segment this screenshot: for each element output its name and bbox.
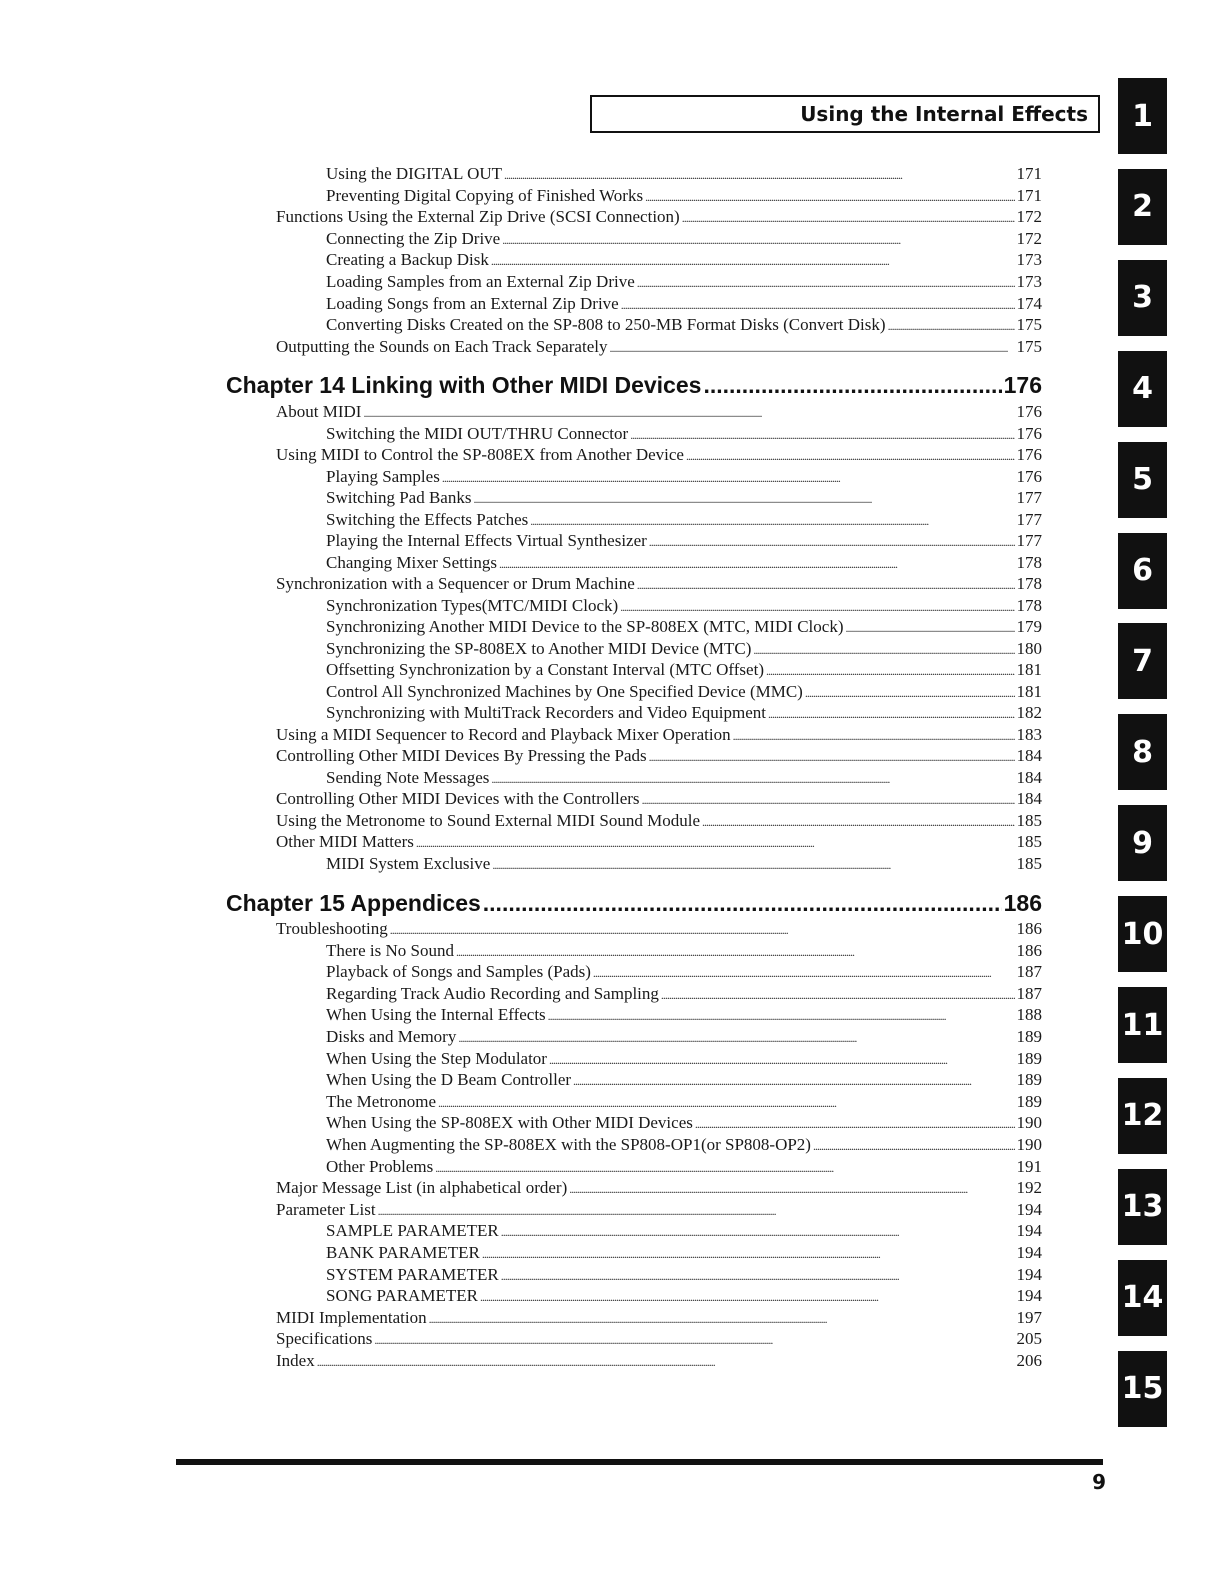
toc-entry-label: Playing the Internal Effects Virtual Synthesizer — [326, 531, 647, 550]
toc-entry-label: There is No Sound — [326, 940, 454, 960]
footer-rule — [176, 1459, 1103, 1465]
toc-entry-page: 185 — [1016, 810, 1042, 830]
toc-entry-label: SYSTEM PARAMETER — [326, 1264, 499, 1284]
toc-entry-label: When Using the SP-808EX with Other MIDI Devices — [326, 1113, 693, 1133]
chapter-tab-15[interactable]: 15 — [1118, 1351, 1167, 1427]
toc-entry[interactable] — [326, 638, 1042, 660]
toc-entry-label: Playing Samples — [326, 466, 440, 486]
toc-entry[interactable] — [326, 1091, 1042, 1113]
toc-entry-label: Preventing Digital Copying of Finished Works — [326, 185, 644, 205]
toc-entry[interactable] — [326, 983, 1042, 1005]
toc-entry-page: 184 — [1016, 767, 1042, 787]
toc-entry[interactable] — [276, 810, 1042, 832]
toc-entry[interactable] — [276, 401, 1042, 423]
toc-entry[interactable] — [326, 185, 1042, 207]
toc-entry[interactable] — [326, 466, 1042, 488]
toc-entry[interactable] — [276, 444, 1042, 466]
toc-entry-page: 177 — [1016, 488, 1042, 507]
toc-entry-page: 173 — [1016, 272, 1042, 291]
toc-entry-page: 206 — [1016, 1351, 1042, 1370]
toc-entry[interactable] — [276, 336, 1042, 358]
toc-entry-label: Changing Mixer Settings — [326, 552, 497, 572]
toc-entry-label: Offsetting Synchronization by a Constant Interval (MTC Offset) — [326, 660, 764, 679]
toc-entry-page: 189 — [1016, 1070, 1042, 1090]
toc-entry[interactable] — [326, 961, 1042, 983]
toc-entry-label: Troubleshooting — [276, 919, 388, 938]
toc-entry[interactable] — [326, 530, 1042, 552]
toc-entry-page: 173 — [1016, 250, 1042, 270]
chapter-14-page: 176 — [1003, 372, 1042, 398]
toc-entry-page: 178 — [1016, 595, 1042, 615]
toc-entry-label: Synchronizing the SP-808EX to Another MIDI Device (MTC) — [326, 638, 752, 658]
toc-entry[interactable] — [326, 1264, 1042, 1286]
toc-entry-label: Specifications — [276, 1329, 373, 1349]
toc-entry[interactable] — [276, 788, 1042, 810]
toc-entry-label: Synchronization Types(MTC/MIDI Clock) — [326, 595, 619, 615]
toc-entry[interactable] — [326, 423, 1042, 445]
toc-entry-label: Loading Samples from an External Zip Drive — [326, 272, 635, 291]
toc-entry[interactable] — [326, 1285, 1042, 1307]
toc-entry-page: 185 — [1016, 832, 1042, 851]
toc-entry-page: 175 — [1016, 336, 1042, 356]
toc-entry-page: 180 — [1016, 638, 1042, 658]
toc-entry-label: Sending Note Messages — [326, 767, 490, 787]
toc-entry[interactable] — [326, 163, 1042, 185]
toc-entry[interactable] — [276, 745, 1042, 767]
toc-entry-label: When Using the Step Modulator — [326, 1048, 547, 1068]
toc-entry[interactable] — [326, 940, 1042, 962]
toc-entry[interactable] — [276, 206, 1042, 228]
toc-entry-page: 189 — [1016, 1027, 1042, 1046]
toc-entry-page: 192 — [1016, 1178, 1042, 1198]
chapter-14-title: Chapter 14 Linking with Other MIDI Devices — [226, 372, 702, 398]
toc-entry[interactable] — [326, 595, 1042, 617]
toc-entry[interactable] — [276, 573, 1042, 595]
toc-entry[interactable] — [326, 1242, 1042, 1264]
toc-entry-page: 190 — [1016, 1113, 1042, 1133]
toc-entry-label: Converting Disks Created on the SP-808 to 250-MB Format Disks (Convert Disk) — [326, 315, 886, 335]
toc-entry-label: Other MIDI Matters — [276, 832, 414, 851]
chapter-15-page: 186 — [1003, 890, 1042, 916]
toc-entry[interactable] — [326, 249, 1042, 271]
toc-entry-page: 181 — [1016, 681, 1042, 701]
toc-entry-page: 197 — [1016, 1307, 1042, 1327]
toc-entry-label: BANK PARAMETER — [326, 1243, 480, 1262]
chapter-14-heading[interactable] — [226, 370, 1042, 400]
toc-entry[interactable] — [326, 1112, 1042, 1134]
toc-entry-label: Synchronizing Another MIDI Device to the SP-808EX (MTC, MIDI Clock) — [326, 617, 844, 636]
toc-entry-page: 171 — [1016, 164, 1042, 183]
toc-entry-label: Synchronization with a Sequencer or Drum Machine — [276, 574, 635, 593]
toc-entry-page: 194 — [1016, 1199, 1042, 1219]
toc-entry-label: About MIDI — [276, 402, 362, 421]
toc-entry-page: 190 — [1016, 1135, 1042, 1154]
toc-entry-label: Using a MIDI Sequencer to Record and Playback Mixer Operation — [276, 724, 731, 744]
chapter-tab-5[interactable]: 5 — [1118, 442, 1167, 518]
toc-entry-label: Index — [276, 1351, 315, 1370]
toc-entry[interactable] — [326, 552, 1042, 574]
toc-entry-page: 179 — [1016, 617, 1042, 636]
toc-entry-page: 185 — [1016, 853, 1042, 873]
toc-entry[interactable] — [326, 509, 1042, 531]
toc-entry[interactable] — [326, 1156, 1042, 1178]
toc-entry[interactable] — [326, 1026, 1042, 1048]
toc-entry-page: 194 — [1016, 1221, 1042, 1241]
toc-entry[interactable] — [326, 681, 1042, 703]
chapter-tab-10[interactable]: 10 — [1118, 896, 1167, 972]
toc-entry-label: Functions Using the External Zip Drive (SCSI Connection) — [276, 207, 680, 227]
toc-entry-page: 176 — [1016, 445, 1042, 464]
toc-entry[interactable] — [276, 1177, 1042, 1199]
chapter-tab-13[interactable]: 13 — [1118, 1169, 1167, 1245]
toc-entry-page: 183 — [1016, 724, 1042, 744]
toc-entry-label: When Using the D Beam Controller — [326, 1070, 572, 1090]
toc-entry[interactable] — [276, 724, 1042, 746]
toc-entry-page: 184 — [1016, 789, 1042, 808]
toc-entry-label: Creating a Backup Disk — [326, 250, 489, 270]
toc-entry-page: 189 — [1016, 1048, 1042, 1068]
toc-entry-page: 171 — [1016, 185, 1042, 205]
toc-entry-label: Playback of Songs and Samples (Pads) — [326, 962, 591, 982]
toc-entry-label: Disks and Memory — [326, 1027, 457, 1046]
toc-entry[interactable] — [326, 1069, 1042, 1091]
chapter-tab-8[interactable]: 8 — [1118, 714, 1167, 790]
toc-entry-label: Parameter List — [276, 1199, 376, 1219]
chapter-tab-4[interactable]: 4 — [1118, 351, 1167, 427]
toc-entry[interactable] — [326, 293, 1042, 315]
toc-entry-page: 172 — [1016, 228, 1042, 248]
toc-entry[interactable] — [326, 853, 1042, 875]
toc-entry-page: 194 — [1016, 1264, 1042, 1284]
toc-entry[interactable] — [326, 487, 1042, 509]
chapter-tab-12[interactable]: 12 — [1118, 1078, 1167, 1154]
toc-entry[interactable] — [326, 702, 1042, 724]
toc-entry-label: Controlling Other MIDI Devices By Pressing the Pads — [276, 746, 647, 765]
toc-entry-page: 178 — [1016, 574, 1042, 593]
toc-entry-label: Regarding Track Audio Recording and Sampling — [326, 983, 659, 1003]
toc-entry-label: Control All Synchronized Machines by One Specified Device (MMC) — [326, 681, 803, 701]
toc-entry-label: Connecting the Zip Drive — [326, 228, 501, 248]
toc-entry-page: 178 — [1016, 552, 1042, 572]
toc-entry-label: MIDI Implementation — [276, 1307, 427, 1327]
toc-entry-page: 175 — [1016, 315, 1042, 335]
toc-entry-page: 187 — [1016, 983, 1042, 1003]
toc-entry[interactable] — [326, 1048, 1042, 1070]
chapter-tab-2[interactable]: 2 — [1118, 169, 1167, 245]
toc-entry-page: 184 — [1016, 746, 1042, 765]
chapter-tab-1[interactable]: 1 — [1118, 78, 1167, 154]
toc-entry-page: 182 — [1016, 703, 1042, 722]
toc-entry-label: Using the DIGITAL OUT — [326, 164, 503, 183]
toc-entry[interactable] — [326, 1134, 1042, 1156]
chapter-15-heading[interactable] — [226, 888, 1042, 918]
toc-entry-label: Controlling Other MIDI Devices with the Controllers — [276, 789, 640, 808]
chapter-tab-6[interactable]: 6 — [1118, 533, 1167, 609]
chapter-tab-9[interactable]: 9 — [1118, 805, 1167, 881]
toc-entry-page: 189 — [1016, 1091, 1042, 1111]
toc-entry[interactable] — [326, 1220, 1042, 1242]
toc-entry-page: 177 — [1016, 509, 1042, 529]
toc-entry-label: Switching Pad Banks — [326, 488, 472, 507]
toc-entry-label: Outputting the Sounds on Each Track Separately — [276, 336, 608, 356]
toc-entry[interactable] — [326, 228, 1042, 250]
toc-entry-page: 176 — [1016, 402, 1042, 421]
section-header — [590, 95, 1100, 133]
chapter-15-title: Chapter 15 Appendices — [226, 890, 481, 916]
toc-entry-label: Synchronizing with MultiTrack Recorders and Video Equipment — [326, 703, 766, 722]
chapter-tab-14[interactable]: 14 — [1118, 1260, 1167, 1336]
toc-entry-label: SONG PARAMETER — [326, 1286, 478, 1306]
toc-entry-page: 194 — [1016, 1286, 1042, 1306]
toc-entry[interactable] — [326, 659, 1042, 681]
toc-entry-label: Loading Songs from an External Zip Drive — [326, 293, 619, 313]
section-header-title: Using the Internal Effects — [800, 102, 1088, 126]
toc-entry[interactable] — [276, 831, 1042, 853]
toc-entry-page: 188 — [1016, 1005, 1042, 1025]
toc-entry[interactable] — [276, 1307, 1042, 1329]
toc-entry[interactable] — [326, 616, 1042, 638]
toc-entry[interactable] — [326, 314, 1042, 336]
toc-entry-label: Using MIDI to Control the SP-808EX from Another Device — [276, 445, 684, 464]
chapter-tab-7[interactable]: 7 — [1118, 623, 1167, 699]
toc-entry-label: MIDI System Exclusive — [326, 853, 491, 873]
toc-entry-page: 205 — [1016, 1329, 1042, 1349]
toc-entry[interactable] — [276, 1199, 1042, 1221]
toc-entry-label: Switching the MIDI OUT/THRU Connector — [326, 423, 629, 443]
toc-entry-page: 172 — [1016, 207, 1042, 227]
toc-entry[interactable] — [276, 918, 1042, 940]
toc-entry[interactable] — [326, 271, 1042, 293]
toc-entry-page: 194 — [1016, 1243, 1042, 1262]
toc-entry-page: 187 — [1016, 962, 1042, 982]
toc-entry[interactable] — [326, 1004, 1042, 1026]
toc-entry-label: Other Problems — [326, 1156, 434, 1176]
toc-entry-page: 191 — [1016, 1156, 1042, 1176]
toc-entry-page: 186 — [1016, 940, 1042, 960]
chapter-tab-3[interactable]: 3 — [1118, 260, 1167, 336]
toc-entry-label: Major Message List (in alphabetical order) — [276, 1178, 568, 1198]
toc-entry-page: 177 — [1016, 531, 1042, 550]
toc-entry-label: When Augmenting the SP-808EX with the SP808-OP1(or SP808-OP2) — [326, 1135, 811, 1154]
toc-entry-label: Using the Metronome to Sound External MIDI Sound Module — [276, 810, 701, 830]
toc-entry-page: 174 — [1016, 293, 1042, 313]
toc-entry-page: 176 — [1016, 423, 1042, 443]
toc-entry[interactable] — [276, 1350, 1042, 1372]
toc-entry-page: 176 — [1016, 466, 1042, 486]
toc-entry[interactable] — [276, 1328, 1042, 1350]
toc-entry-page: 186 — [1016, 919, 1042, 938]
toc-entry-label: The Metronome — [326, 1091, 436, 1111]
chapter-tab-11[interactable]: 11 — [1118, 987, 1167, 1063]
toc-entry-label: When Using the Internal Effects — [326, 1005, 546, 1025]
toc-entry[interactable] — [326, 767, 1042, 789]
toc-entry-label: SAMPLE PARAMETER — [326, 1221, 499, 1241]
toc-entry-label: Switching the Effects Patches — [326, 509, 529, 529]
page-number: 9 — [1092, 1470, 1106, 1494]
toc-entry-page: 181 — [1016, 660, 1042, 679]
